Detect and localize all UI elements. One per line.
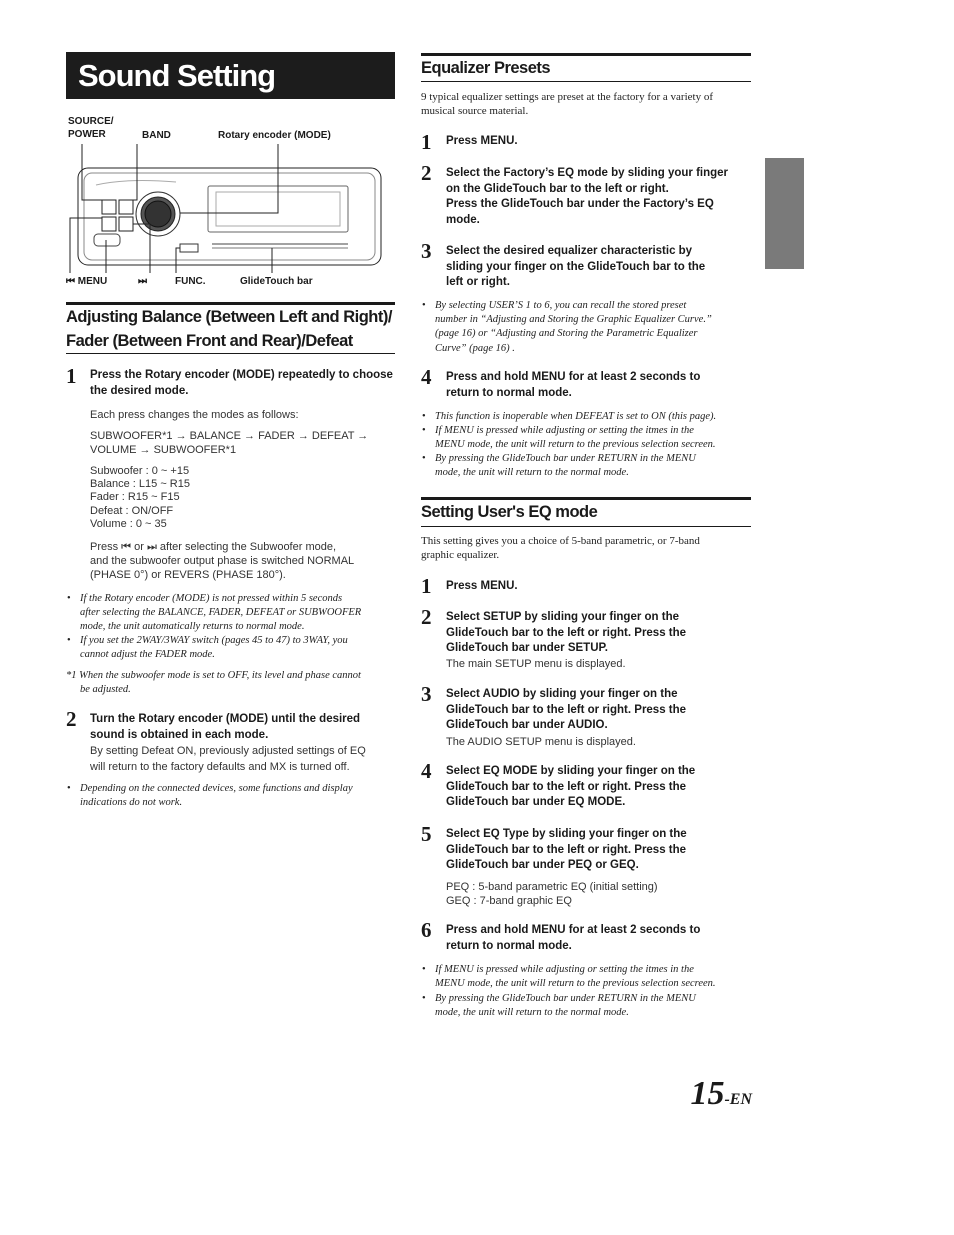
step-description: Each press changes the modes as follows:: [90, 409, 299, 421]
mode-sequence: SUBWOOFER*1 → BALANCE → FADER → DEFEAT → VOLUME → SUBWOOFER*1: [90, 430, 369, 456]
label-source-power: SOURCE/ POWER: [68, 116, 114, 140]
note-item: • By selecting USER’S 1 to 6, you can recall the stored preset number in “Adjusting and Storing the Graphic Equalizer Curve.” (page 16) or “Adjusting and Storing the Parametric Equalizer Curve” (page 16) .: [422, 300, 712, 354]
label-rotary-encoder: Rotary encoder (MODE): [218, 130, 331, 141]
note-item: • If MENU is pressed while adjusting or setting the itmes in the MENU mode, the unit will return to the previous selection secreen.: [422, 964, 716, 990]
step-number: 6: [421, 918, 432, 942]
note-item: • This function is inoperable when DEFEAT is set to ON (this page).: [422, 411, 717, 422]
phase-note: Press ⏮ or ⏭ after selecting the Subwoofer mode, and the subwoofer output phase is switched NORMAL (PHASE 0°) or REVERS (PHASE 180°).: [90, 541, 355, 581]
step-number: 4: [421, 759, 432, 783]
step-number: 2: [421, 605, 432, 629]
step-instruction: Select the desired equalizer characteristic by sliding your finger on the GlideTouch bar to the left or right.: [446, 245, 706, 288]
step-instruction: Press and hold MENU for at least 2 seconds to return to normal mode.: [446, 924, 701, 952]
step-instruction: Select AUDIO by sliding your finger on the GlideTouch bar to the left or right. Press the GlideTouch bar under AUDIO.: [446, 688, 687, 731]
label-next: ⏭: [138, 276, 147, 287]
step-description: The main SETUP menu is displayed.: [446, 658, 626, 670]
note-item: • By pressing the GlideTouch bar under RETURN in the MENU mode, the unit will return to the normal mode.: [422, 453, 696, 479]
user-eq-intro: This setting gives you a choice of 5-band parametric, or 7-band graphic equalizer.: [421, 535, 700, 562]
func-button: [180, 244, 198, 252]
source-button: [102, 200, 116, 214]
step-number: 1: [66, 364, 77, 388]
step-number: 3: [421, 682, 432, 706]
menu-button: [94, 234, 120, 246]
user-eq-heading: Setting User's EQ mode: [421, 503, 598, 521]
step-instruction: Select EQ MODE by sliding your finger on the GlideTouch bar to the left or right. Press the GlideTouch bar under EQ MODE.: [446, 765, 696, 808]
section-tab: [765, 158, 804, 269]
step-number: 2: [421, 161, 432, 185]
footnote: *1 When the subwoofer mode is set to OFF, its level and phase cannot be adjusted.: [66, 670, 361, 696]
step-instruction: Select the Factory’s EQ mode by sliding your finger on the GlideTouch bar to the left or right. Press the GlideTouch bar under the Factory’s EQ mode.: [446, 167, 729, 226]
eq-intro: 9 typical equalizer settings are preset at the factory for a variety of musical source material.: [421, 91, 713, 118]
mode-ranges: Subwoofer : 0 ~ +15 Balance : L15 ~ R15 Fader : R15 ~ F15 Defeat : ON/OFF Volume : 0 ~ 35: [90, 465, 190, 530]
step-instruction: Turn the Rotary encoder (MODE) until the desired sound is obtained in each mode.: [90, 713, 361, 741]
balance-heading: Adjusting Balance (Between Left and Right)/ Fader (Between Front and Rear)/Defeat: [66, 308, 392, 350]
label-glidetouch: GlideTouch bar: [240, 276, 313, 287]
step-number: 4: [421, 365, 432, 389]
step-number: 1: [421, 574, 432, 598]
step-instruction: Select SETUP by sliding your finger on the GlideTouch bar to the left or right. Press the GlideTouch bar under SETUP.: [446, 611, 687, 654]
step-instruction: Select EQ Type by sliding your finger on the GlideTouch bar to the left or right. Press the GlideTouch bar under PEQ or GEQ.: [446, 828, 687, 871]
prev-button: [102, 217, 116, 231]
step-instruction: Press the Rotary encoder (MODE) repeatedly to choose the desired mode.: [90, 369, 393, 397]
step-number: 2: [66, 707, 77, 731]
step-number: 5: [421, 822, 432, 846]
eq-presets-heading: Equalizer Presets: [421, 59, 551, 77]
step-number: 3: [421, 239, 432, 263]
step-instruction: Press and hold MENU for at least 2 seconds to return to normal mode.: [446, 371, 701, 399]
page-title: Sound Setting: [66, 52, 395, 99]
step-description: By setting Defeat ON, previously adjusted settings of EQ will return to the factory defaults and MX is turned off.: [90, 745, 366, 773]
step-description: PEQ : 5-band parametric EQ (initial setting) GEQ : 7-band graphic EQ: [446, 881, 658, 907]
head-unit-diagram: [66, 140, 386, 275]
step-instruction: Press MENU.: [446, 135, 518, 147]
step-number: 1: [421, 130, 432, 154]
step-description: The AUDIO SETUP menu is displayed.: [446, 736, 636, 748]
next-button: [119, 217, 133, 231]
label-func: FUNC.: [175, 276, 206, 287]
note-item: • By pressing the GlideTouch bar under RETURN in the MENU mode, the unit will return to the normal mode.: [422, 993, 696, 1019]
label-prev-menu: ⏮ MENU: [66, 276, 108, 287]
note-item: • If the Rotary encoder (MODE) is not pressed within 5 seconds after selecting the BALANCE, FADER, DEFEAT or SUBWOOFER mode, the unit automatically returns to normal mode.: [67, 593, 362, 633]
page-number: 15-EN: [690, 1075, 752, 1112]
note-item: • If MENU is pressed while adjusting or setting the itmes in the MENU mode, the unit will return to the previous selection secreen.: [422, 425, 716, 451]
label-band: BAND: [142, 130, 171, 141]
band-button: [119, 200, 133, 214]
note-item: • Depending on the connected devices, some functions and display indications do not work.: [67, 783, 353, 809]
note-item: • If you set the 2WAY/3WAY switch (pages 45 to 47) to 3WAY, you cannot adjust the FADER mode.: [67, 635, 348, 661]
step-instruction: Press MENU.: [446, 580, 518, 592]
